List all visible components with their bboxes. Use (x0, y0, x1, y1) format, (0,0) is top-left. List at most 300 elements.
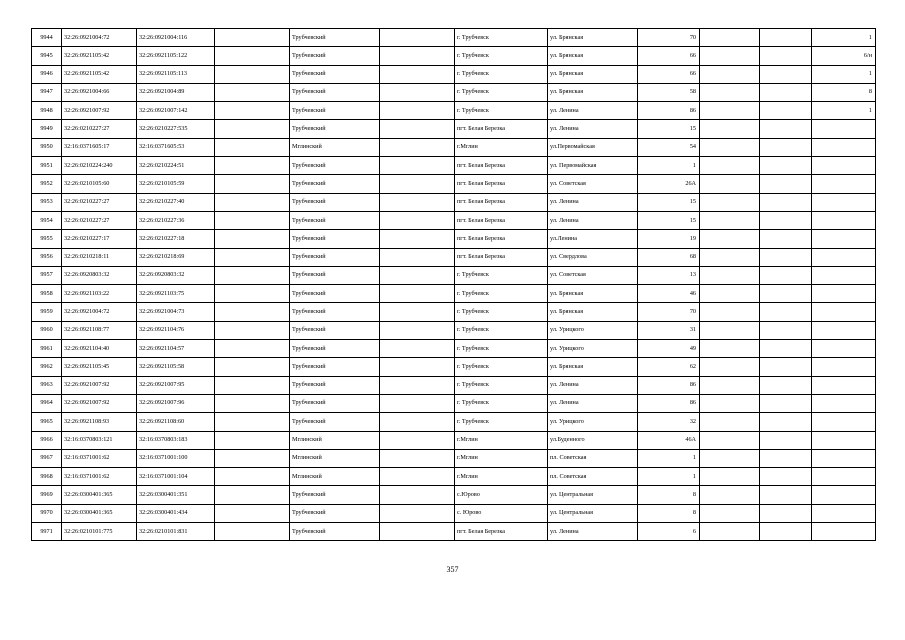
table-row (32, 248, 876, 266)
cell-extra-2 (380, 376, 455, 394)
cell-street: ул. Брянская (548, 83, 638, 101)
cell-object-number: 32:26:0300401:351 (137, 486, 215, 504)
cell-settlement: г. Трубчевск (455, 358, 548, 376)
cell-extra-4 (760, 285, 812, 303)
cell-settlement: г. Трубчевск (455, 376, 548, 394)
cell-extra-2 (380, 193, 455, 211)
cell-house-number: 49 (638, 340, 700, 358)
cell-extra-3 (700, 138, 760, 156)
cell-street: ул. Брянская (548, 47, 638, 65)
table-row (32, 175, 876, 193)
cell-object-number: 32:26:0210227:18 (137, 230, 215, 248)
cell-unit-number: 1 (812, 29, 876, 47)
cell-parcel-number: 32:26:0300401:365 (62, 486, 137, 504)
cell-extra-3 (700, 486, 760, 504)
table-row (32, 340, 876, 358)
cell-object-number: 32:26:0210224:51 (137, 157, 215, 175)
cell-extra-2 (380, 211, 455, 229)
cell-settlement: пгт. Белая Березка (455, 248, 548, 266)
cell-street: ул.Первомайская (548, 138, 638, 156)
cell-street: ул. Урицкого (548, 340, 638, 358)
cell-object-number: 32:26:0210101:831 (137, 523, 215, 541)
cell-extra-1 (215, 431, 290, 449)
cell-district: Трубчевский (290, 248, 380, 266)
cell-object-number: 32:26:0921105:122 (137, 47, 215, 65)
cell-unit-number (812, 449, 876, 467)
cell-row-number: 9959 (32, 303, 62, 321)
cell-settlement: г.Мглин (455, 449, 548, 467)
cell-parcel-number: 32:26:0921108:93 (62, 413, 137, 431)
register-table (31, 28, 876, 541)
table-row (32, 468, 876, 486)
cell-extra-4 (760, 193, 812, 211)
table-row (32, 211, 876, 229)
cell-house-number: 46 (638, 285, 700, 303)
cell-row-number: 9962 (32, 358, 62, 376)
cell-district: Трубчевский (290, 504, 380, 522)
cell-extra-4 (760, 303, 812, 321)
table-row (32, 138, 876, 156)
cell-street: ул. Ленина (548, 394, 638, 412)
cell-parcel-number: 32:26:0921007:92 (62, 102, 137, 120)
cell-extra-3 (700, 468, 760, 486)
cell-unit-number (812, 211, 876, 229)
cell-extra-1 (215, 248, 290, 266)
cell-row-number: 9946 (32, 65, 62, 83)
cell-house-number: 66 (638, 65, 700, 83)
cell-district: Трубчевский (290, 523, 380, 541)
cell-district: Трубчевский (290, 285, 380, 303)
table-row (32, 303, 876, 321)
cell-house-number: 31 (638, 321, 700, 339)
cell-street: ул. Урицкого (548, 413, 638, 431)
table-row (32, 413, 876, 431)
cell-extra-4 (760, 102, 812, 120)
cell-district: Трубчевский (290, 266, 380, 284)
cell-extra-3 (700, 102, 760, 120)
cell-parcel-number: 32:16:0371001:62 (62, 449, 137, 467)
table-row (32, 193, 876, 211)
cell-object-number: 32:26:0210218:69 (137, 248, 215, 266)
cell-district: Мглинский (290, 138, 380, 156)
cell-extra-1 (215, 266, 290, 284)
cell-extra-3 (700, 376, 760, 394)
cell-row-number: 9947 (32, 83, 62, 101)
cell-extra-1 (215, 394, 290, 412)
cell-house-number: 86 (638, 394, 700, 412)
cell-parcel-number: 32:16:0371605:17 (62, 138, 137, 156)
cell-street: ул. Брянская (548, 65, 638, 83)
cell-street: ул. Ленина (548, 102, 638, 120)
cell-extra-3 (700, 65, 760, 83)
cell-extra-3 (700, 449, 760, 467)
cell-object-number: 32:26:0921004:116 (137, 29, 215, 47)
cell-district: Трубчевский (290, 157, 380, 175)
cell-unit-number (812, 157, 876, 175)
cell-extra-2 (380, 303, 455, 321)
cell-parcel-number: 32:16:0370803:121 (62, 431, 137, 449)
cell-district: Трубчевский (290, 211, 380, 229)
cell-parcel-number: 32:26:0921004:66 (62, 83, 137, 101)
cell-object-number: 32:26:0921108:60 (137, 413, 215, 431)
table-row (32, 65, 876, 83)
cell-house-number: 70 (638, 29, 700, 47)
cell-row-number: 9968 (32, 468, 62, 486)
cell-street: ул. Свердлова (548, 248, 638, 266)
cell-unit-number (812, 340, 876, 358)
cell-row-number: 9956 (32, 248, 62, 266)
cell-extra-2 (380, 138, 455, 156)
cell-row-number: 9957 (32, 266, 62, 284)
cell-row-number: 9945 (32, 47, 62, 65)
cell-row-number: 9952 (32, 175, 62, 193)
cell-extra-1 (215, 285, 290, 303)
cell-unit-number (812, 193, 876, 211)
cell-extra-4 (760, 523, 812, 541)
cell-district: Трубчевский (290, 340, 380, 358)
cell-extra-2 (380, 321, 455, 339)
cell-object-number: 32:26:0210105:59 (137, 175, 215, 193)
cell-extra-2 (380, 157, 455, 175)
table-row (32, 504, 876, 522)
cell-settlement: г. Трубчевск (455, 65, 548, 83)
cell-extra-4 (760, 83, 812, 101)
cell-settlement: г. Трубчевск (455, 394, 548, 412)
cell-unit-number (812, 468, 876, 486)
cell-object-number: 32:26:0921104:57 (137, 340, 215, 358)
cell-street: ул. Ленина (548, 193, 638, 211)
cell-district: Трубчевский (290, 193, 380, 211)
cell-extra-3 (700, 431, 760, 449)
cell-district: Трубчевский (290, 29, 380, 47)
cell-settlement: г. Трубчевск (455, 102, 548, 120)
cell-object-number: 32:26:0921103:75 (137, 285, 215, 303)
cell-house-number: 1 (638, 468, 700, 486)
cell-house-number: 26А (638, 175, 700, 193)
cell-parcel-number: 32:26:0210105:60 (62, 175, 137, 193)
cell-extra-3 (700, 413, 760, 431)
cell-extra-3 (700, 47, 760, 65)
cell-district: Мглинский (290, 449, 380, 467)
table-row (32, 47, 876, 65)
cell-extra-1 (215, 83, 290, 101)
cell-extra-4 (760, 175, 812, 193)
cell-house-number: 15 (638, 120, 700, 138)
cell-street: пл. Советская (548, 468, 638, 486)
table-row (32, 431, 876, 449)
cell-row-number: 9954 (32, 211, 62, 229)
cell-settlement: пгт. Белая Березка (455, 230, 548, 248)
cell-district: Мглинский (290, 468, 380, 486)
cell-row-number: 9951 (32, 157, 62, 175)
cell-unit-number (812, 138, 876, 156)
cell-house-number: 15 (638, 211, 700, 229)
cell-parcel-number: 32:26:0210227:27 (62, 193, 137, 211)
cell-extra-2 (380, 486, 455, 504)
cell-settlement: пгт. Белая Березка (455, 193, 548, 211)
cell-extra-1 (215, 358, 290, 376)
cell-unit-number (812, 504, 876, 522)
cell-unit-number (812, 376, 876, 394)
cell-object-number: 32:16:0371001:100 (137, 449, 215, 467)
table-row (32, 102, 876, 120)
cell-row-number: 9955 (32, 230, 62, 248)
cell-settlement: пгт. Белая Березка (455, 175, 548, 193)
cell-extra-3 (700, 523, 760, 541)
cell-unit-number: 1 (812, 65, 876, 83)
cell-settlement: г. Трубчевск (455, 303, 548, 321)
cell-extra-4 (760, 321, 812, 339)
cell-parcel-number: 32:26:0210227:17 (62, 230, 137, 248)
cell-extra-3 (700, 303, 760, 321)
cell-extra-3 (700, 340, 760, 358)
cell-house-number: 13 (638, 266, 700, 284)
cell-parcel-number: 32:26:0210218:11 (62, 248, 137, 266)
cell-row-number: 9970 (32, 504, 62, 522)
cell-unit-number (812, 321, 876, 339)
cell-district: Трубчевский (290, 65, 380, 83)
table-row (32, 321, 876, 339)
cell-unit-number (812, 413, 876, 431)
cell-extra-4 (760, 29, 812, 47)
table-row (32, 120, 876, 138)
cell-extra-3 (700, 120, 760, 138)
cell-extra-4 (760, 266, 812, 284)
cell-house-number: 32 (638, 413, 700, 431)
cell-extra-1 (215, 138, 290, 156)
cell-parcel-number: 32:26:0921104:40 (62, 340, 137, 358)
cell-object-number: 32:16:0371605:53 (137, 138, 215, 156)
cell-extra-1 (215, 230, 290, 248)
cell-extra-2 (380, 120, 455, 138)
cell-row-number: 9950 (32, 138, 62, 156)
cell-extra-4 (760, 358, 812, 376)
cell-extra-4 (760, 47, 812, 65)
cell-object-number: 32:26:0210227:40 (137, 193, 215, 211)
cell-unit-number (812, 486, 876, 504)
cell-district: Трубчевский (290, 83, 380, 101)
cell-settlement: г. Трубчевск (455, 413, 548, 431)
cell-parcel-number: 32:26:0210227:27 (62, 120, 137, 138)
table-row (32, 523, 876, 541)
cell-house-number: 66 (638, 47, 700, 65)
cell-unit-number: 1 (812, 102, 876, 120)
cell-extra-1 (215, 449, 290, 467)
cell-extra-1 (215, 303, 290, 321)
cell-settlement: пгт. Белая Березка (455, 211, 548, 229)
cell-settlement: пгт. Белая Березка (455, 157, 548, 175)
cell-unit-number (812, 175, 876, 193)
cell-extra-1 (215, 193, 290, 211)
cell-house-number: 1 (638, 157, 700, 175)
cell-street: ул. Советская (548, 266, 638, 284)
cell-extra-1 (215, 211, 290, 229)
cell-extra-4 (760, 340, 812, 358)
cell-extra-4 (760, 504, 812, 522)
cell-house-number: 54 (638, 138, 700, 156)
cell-district: Трубчевский (290, 102, 380, 120)
cell-extra-3 (700, 504, 760, 522)
cell-parcel-number: 32:26:0210227:27 (62, 211, 137, 229)
table-row (32, 376, 876, 394)
cell-row-number: 9969 (32, 486, 62, 504)
cell-extra-2 (380, 504, 455, 522)
cell-parcel-number: 32:26:0920803:32 (62, 266, 137, 284)
table-row (32, 83, 876, 101)
cell-extra-2 (380, 47, 455, 65)
cell-parcel-number: 32:26:0921007:92 (62, 376, 137, 394)
cell-extra-2 (380, 468, 455, 486)
cell-extra-2 (380, 175, 455, 193)
cell-row-number: 9949 (32, 120, 62, 138)
cell-parcel-number: 32:26:0921105:45 (62, 358, 137, 376)
cell-parcel-number: 32:26:0300401:365 (62, 504, 137, 522)
cell-row-number: 9960 (32, 321, 62, 339)
cell-row-number: 9958 (32, 285, 62, 303)
cell-extra-2 (380, 285, 455, 303)
cell-extra-2 (380, 65, 455, 83)
cell-extra-2 (380, 102, 455, 120)
cell-house-number: 1 (638, 449, 700, 467)
cell-street: ул.Ленина (548, 230, 638, 248)
cell-extra-1 (215, 376, 290, 394)
cell-district: Трубчевский (290, 321, 380, 339)
cell-house-number: 86 (638, 102, 700, 120)
cell-row-number: 9965 (32, 413, 62, 431)
cell-row-number: 9944 (32, 29, 62, 47)
cell-extra-2 (380, 358, 455, 376)
cell-extra-3 (700, 83, 760, 101)
cell-extra-2 (380, 248, 455, 266)
cell-street: ул. Брянская (548, 29, 638, 47)
cell-settlement: с. Юрово (455, 504, 548, 522)
cell-house-number: 8 (638, 486, 700, 504)
cell-settlement: г. Трубчевск (455, 47, 548, 65)
cell-extra-2 (380, 449, 455, 467)
cell-row-number: 9967 (32, 449, 62, 467)
cell-extra-4 (760, 468, 812, 486)
cell-extra-2 (380, 523, 455, 541)
cell-object-number: 32:26:0920803:32 (137, 266, 215, 284)
cell-district: Трубчевский (290, 175, 380, 193)
cell-district: Трубчевский (290, 358, 380, 376)
cell-object-number: 32:26:0921105:113 (137, 65, 215, 83)
cell-extra-1 (215, 340, 290, 358)
cell-district: Трубчевский (290, 230, 380, 248)
cell-extra-4 (760, 248, 812, 266)
cell-object-number: 32:26:0300401:434 (137, 504, 215, 522)
cell-extra-1 (215, 157, 290, 175)
cell-extra-2 (380, 394, 455, 412)
cell-street: ул. Урицкого (548, 321, 638, 339)
cell-street: ул. Центральная (548, 504, 638, 522)
cell-extra-4 (760, 120, 812, 138)
cell-district: Трубчевский (290, 120, 380, 138)
cell-extra-3 (700, 211, 760, 229)
table-row (32, 394, 876, 412)
cell-extra-4 (760, 376, 812, 394)
cell-settlement: г. Трубчевск (455, 83, 548, 101)
cell-extra-1 (215, 468, 290, 486)
cell-street: ул. Ленина (548, 211, 638, 229)
cell-extra-3 (700, 230, 760, 248)
cell-district: Трубчевский (290, 486, 380, 504)
cell-settlement: г.Мглин (455, 431, 548, 449)
cell-settlement: пгт. Белая Березка (455, 120, 548, 138)
cell-house-number: 86 (638, 376, 700, 394)
cell-extra-3 (700, 321, 760, 339)
cell-extra-4 (760, 449, 812, 467)
cell-settlement: г. Трубчевск (455, 29, 548, 47)
cell-extra-4 (760, 230, 812, 248)
cell-object-number: 32:16:0370803:183 (137, 431, 215, 449)
cell-parcel-number: 32:26:0921105:42 (62, 47, 137, 65)
cell-extra-4 (760, 413, 812, 431)
cell-object-number: 32:26:0210227:535 (137, 120, 215, 138)
cell-extra-4 (760, 394, 812, 412)
cell-extra-1 (215, 102, 290, 120)
cell-unit-number (812, 523, 876, 541)
cell-house-number: 70 (638, 303, 700, 321)
cell-extra-1 (215, 321, 290, 339)
cell-row-number: 9961 (32, 340, 62, 358)
cell-parcel-number: 32:16:0371001:62 (62, 468, 137, 486)
cell-extra-1 (215, 413, 290, 431)
cell-extra-2 (380, 340, 455, 358)
cell-unit-number (812, 394, 876, 412)
cell-extra-4 (760, 65, 812, 83)
cell-house-number: 8 (638, 504, 700, 522)
cell-district: Трубчевский (290, 376, 380, 394)
cell-extra-2 (380, 230, 455, 248)
cell-district: Трубчевский (290, 413, 380, 431)
cell-row-number: 9948 (32, 102, 62, 120)
cell-object-number: 32:26:0921004:73 (137, 303, 215, 321)
cell-settlement: г. Трубчевск (455, 321, 548, 339)
cell-district: Мглинский (290, 431, 380, 449)
cell-object-number: 32:16:0371001:104 (137, 468, 215, 486)
cell-extra-1 (215, 120, 290, 138)
cell-parcel-number: 32:26:0921007:92 (62, 394, 137, 412)
cell-unit-number (812, 431, 876, 449)
cell-extra-1 (215, 504, 290, 522)
cell-unit-number: 6/н (812, 47, 876, 65)
cell-street: ул. Ленина (548, 376, 638, 394)
cell-street: ул.Буденного (548, 431, 638, 449)
cell-settlement: г. Трубчевск (455, 266, 548, 284)
cell-extra-1 (215, 486, 290, 504)
cell-street: ул. Центральная (548, 486, 638, 504)
cell-extra-3 (700, 157, 760, 175)
cell-house-number: 46А (638, 431, 700, 449)
cell-settlement: г.Мглин (455, 138, 548, 156)
cell-object-number: 32:26:0921007:142 (137, 102, 215, 120)
cell-parcel-number: 32:26:0921004:72 (62, 29, 137, 47)
cell-object-number: 32:26:0921004:89 (137, 83, 215, 101)
cell-extra-2 (380, 431, 455, 449)
cell-parcel-number: 32:26:0921103:22 (62, 285, 137, 303)
cell-extra-3 (700, 266, 760, 284)
table-row (32, 29, 876, 47)
cell-settlement: г. Трубчевск (455, 340, 548, 358)
cell-extra-3 (700, 248, 760, 266)
cell-street: ул. Ленина (548, 523, 638, 541)
cell-unit-number (812, 120, 876, 138)
cell-extra-1 (215, 29, 290, 47)
cell-extra-4 (760, 138, 812, 156)
cell-extra-4 (760, 431, 812, 449)
cell-unit-number: 8 (812, 83, 876, 101)
